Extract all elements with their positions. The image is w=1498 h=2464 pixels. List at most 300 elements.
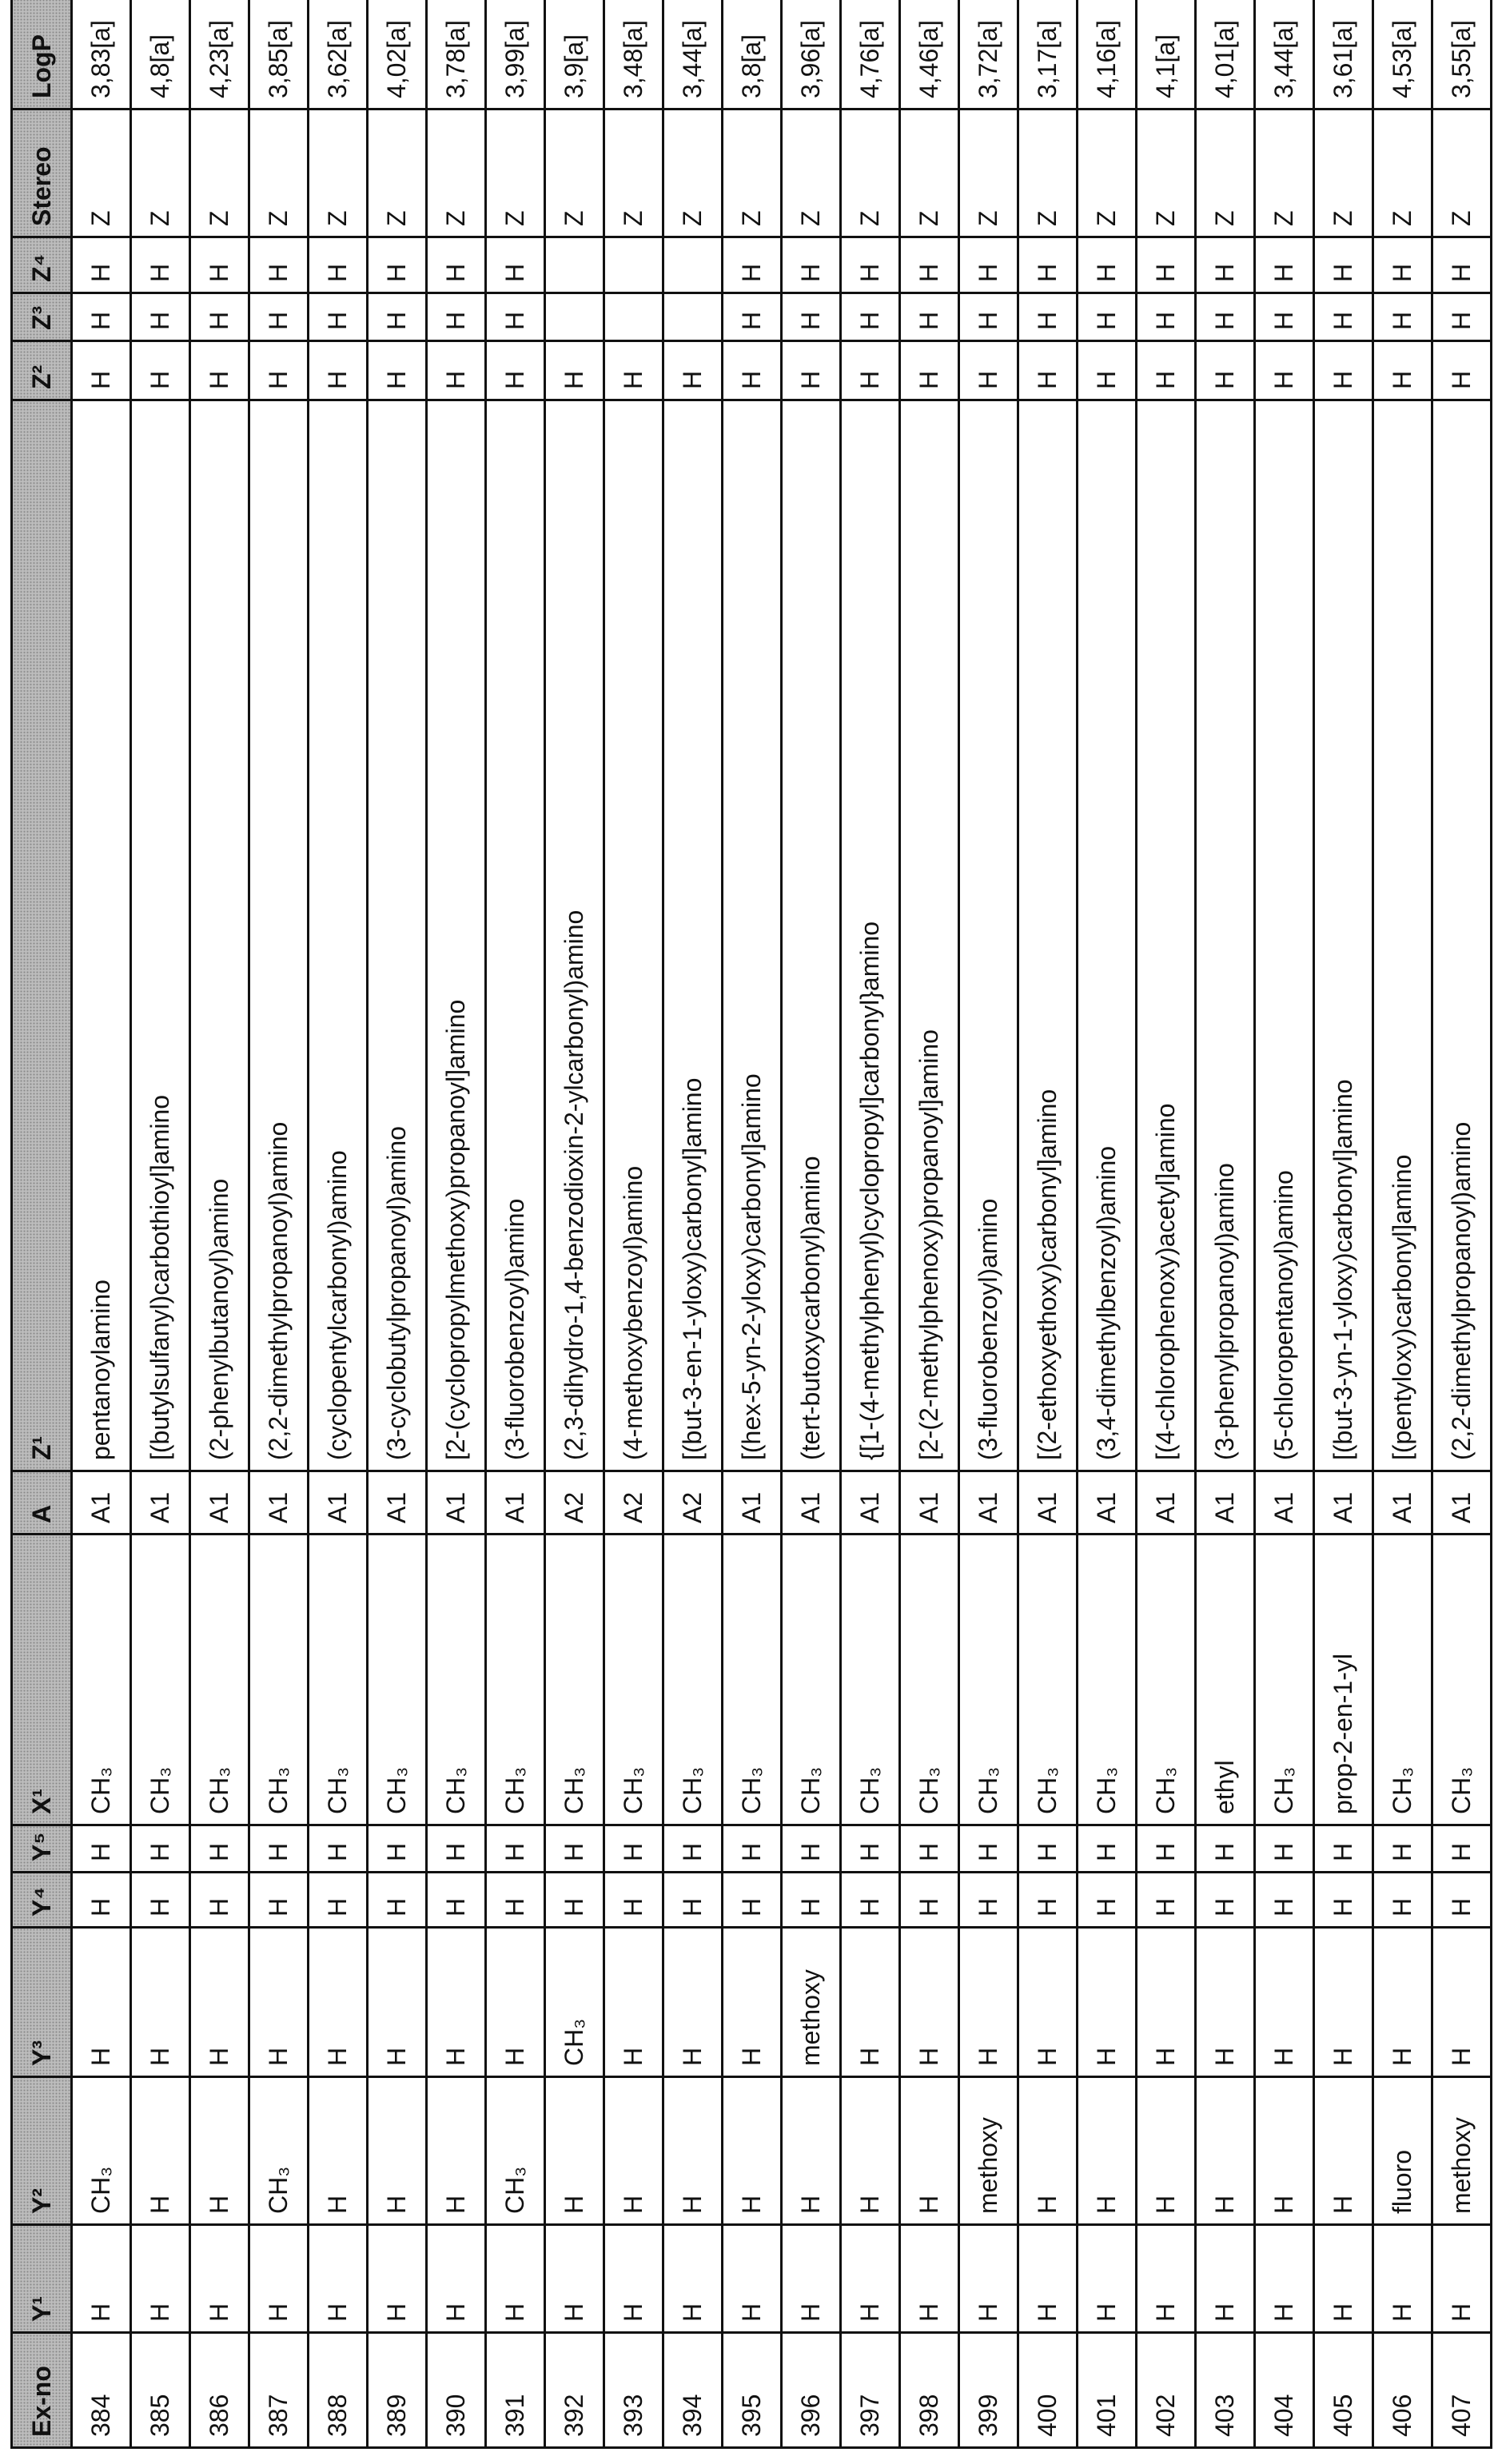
cell-y5: H [663,1825,723,1873]
cell-y5: H [723,1825,782,1873]
cell-x1: CH₃ [959,1535,1018,1825]
table-row [841,0,900,2448]
cell-logp: 3,48[a] [604,0,663,109]
cell-y5: H [900,1825,959,1873]
cell-y3: H [1018,1928,1078,2077]
cell-y1: H [1018,2225,1078,2333]
cell-ex-no: 402 [1137,2333,1196,2448]
cell-z3: H [190,293,249,341]
table-row [309,0,368,2448]
cell-y5: H [427,1825,486,1873]
cell-y5: H [1314,1825,1373,1873]
cell-z4: H [368,237,427,293]
cell-y3: H [1314,1928,1373,2077]
cell-y3: H [1255,1928,1314,2077]
cell-logp: 3,8[a] [723,0,782,109]
cell-logp: 4,8[a] [131,0,190,109]
cell-y3: H [723,1928,782,2077]
cell-y2: H [427,2077,486,2225]
cell-y5: H [190,1825,249,1873]
cell-ex-no: 389 [368,2333,427,2448]
cell-logp: 4,46[a] [900,0,959,109]
cell-a: A2 [545,1471,604,1535]
cell-z4: H [723,237,782,293]
cell-y5: H [1018,1825,1078,1873]
cell-y4: H [604,1873,663,1928]
cell-z4: H [1255,237,1314,293]
cell-z3: H [959,293,1018,341]
cell-x1: prop-2-en-1-yl [1314,1535,1373,1825]
cell-y1: H [1078,2225,1137,2333]
cell-a: A1 [1078,1471,1137,1535]
cell-y3: H [72,1928,131,2077]
cell-stereo: Z [190,109,249,237]
cell-stereo: Z [841,109,900,237]
cell-ex-no: 388 [309,2333,368,2448]
cell-y5: H [1432,1825,1492,1873]
cell-y3: H [604,1928,663,2077]
cell-ex-no: 392 [545,2333,604,2448]
cell-y3: H [1137,1928,1196,2077]
cell-logp: 3,44[a] [1255,0,1314,109]
cell-y4: H [131,1873,190,1928]
cell-y4: H [959,1873,1018,1928]
cell-z1: [(hex-5-yn-2-yloxy)carbonyl]amino [723,400,782,1471]
cell-z3: H [1137,293,1196,341]
cell-y4: H [1255,1873,1314,1928]
cell-x1: CH₃ [1137,1535,1196,1825]
cell-logp: 3,61[a] [1314,0,1373,109]
cell-a: A1 [309,1471,368,1535]
column-header-z3: Z³ [12,293,72,341]
cell-y4: H [900,1873,959,1928]
cell-z3: H [131,293,190,341]
cell-y3: H [427,1928,486,2077]
cell-x1: CH₃ [782,1535,841,1825]
cell-y1: H [959,2225,1018,2333]
cell-z4: H [959,237,1018,293]
cell-z1: (2-phenylbutanoyl)amino [190,400,249,1471]
cell-a: A1 [368,1471,427,1535]
cell-a: A1 [427,1471,486,1535]
cell-z2: H [782,341,841,400]
cell-x1: CH₃ [604,1535,663,1825]
cell-x1: CH₃ [131,1535,190,1825]
cell-y3: H [841,1928,900,2077]
cell-x1: CH₃ [249,1535,309,1825]
cell-ex-no: 393 [604,2333,663,2448]
cell-a: A1 [782,1471,841,1535]
cell-y2: H [1137,2077,1196,2225]
cell-y1: H [900,2225,959,2333]
cell-z2: H [1137,341,1196,400]
cell-y5: H [309,1825,368,1873]
table-row [782,0,841,2448]
cell-x1: CH₃ [1018,1535,1078,1825]
cell-y4: H [427,1873,486,1928]
cell-z1: (3-phenylpropanoyl)amino [1196,400,1255,1471]
cell-a: A1 [190,1471,249,1535]
cell-stereo: Z [309,109,368,237]
cell-y2: H [131,2077,190,2225]
cell-a: A2 [663,1471,723,1535]
cell-x1: CH₃ [309,1535,368,1825]
table-row [900,0,959,2448]
cell-y3: H [1373,1928,1432,2077]
cell-z4 [545,237,604,293]
cell-y1: H [841,2225,900,2333]
cell-y5: H [486,1825,545,1873]
cell-x1: CH₃ [1255,1535,1314,1825]
cell-ex-no: 387 [249,2333,309,2448]
cell-ex-no: 384 [72,2333,131,2448]
cell-y1: H [368,2225,427,2333]
cell-y2: H [782,2077,841,2225]
cell-z2: H [900,341,959,400]
cell-y2: H [368,2077,427,2225]
cell-y5: H [604,1825,663,1873]
cell-y2: methoxy [1432,2077,1492,2225]
table-row [959,0,1018,2448]
cell-x1: CH₃ [841,1535,900,1825]
cell-z2: H [604,341,663,400]
cell-logp: 3,17[a] [1018,0,1078,109]
cell-z3: H [723,293,782,341]
cell-y3: H [959,1928,1018,2077]
cell-stereo: Z [1018,109,1078,237]
cell-a: A1 [1137,1471,1196,1535]
cell-y5: H [249,1825,309,1873]
cell-stereo: Z [1373,109,1432,237]
cell-logp: 3,78[a] [427,0,486,109]
cell-y2: H [723,2077,782,2225]
cell-stereo: Z [545,109,604,237]
cell-z2: H [1078,341,1137,400]
cell-y1: H [486,2225,545,2333]
cell-a: A1 [486,1471,545,1535]
cell-logp: 4,76[a] [841,0,900,109]
cell-y1: H [309,2225,368,2333]
cell-z3 [604,293,663,341]
cell-ex-no: 406 [1373,2333,1432,2448]
cell-logp: 4,53[a] [1373,0,1432,109]
cell-stereo: Z [604,109,663,237]
cell-logp: 3,85[a] [249,0,309,109]
cell-logp: 3,83[a] [72,0,131,109]
cell-y3: H [309,1928,368,2077]
cell-logp: 4,23[a] [190,0,249,109]
cell-z4: H [1373,237,1432,293]
cell-logp: 3,9[a] [545,0,604,109]
cell-z4: H [1432,237,1492,293]
cell-stereo: Z [131,109,190,237]
cell-z2: H [190,341,249,400]
cell-z1: [(pentyloxy)carbonyl]amino [1373,400,1432,1471]
table-row [1432,0,1492,2448]
cell-z2: H [1314,341,1373,400]
cell-y1: H [1432,2225,1492,2333]
cell-y5: H [1137,1825,1196,1873]
cell-a: A1 [841,1471,900,1535]
cell-z2: H [486,341,545,400]
cell-y1: H [131,2225,190,2333]
cell-x1: CH₃ [427,1535,486,1825]
cell-y4: H [1432,1873,1492,1928]
cell-y1: H [1314,2225,1373,2333]
cell-y1: H [663,2225,723,2333]
cell-z3: H [1432,293,1492,341]
cell-stereo: Z [486,109,545,237]
cell-z3 [663,293,723,341]
cell-y1: H [1137,2225,1196,2333]
cell-y4: H [1314,1873,1373,1928]
cell-z1: (2,3-dihydro-1,4-benzodioxin-2-ylcarbonyl)amino [545,400,604,1471]
cell-y2: methoxy [959,2077,1018,2225]
cell-z1: (3-cyclobutylpropanoyl)amino [368,400,427,1471]
cell-z4: H [841,237,900,293]
cell-z3: H [427,293,486,341]
column-header-y5: Y⁵ [12,1825,72,1873]
cell-z3: H [1373,293,1432,341]
cell-y1: H [723,2225,782,2333]
cell-logp: 3,55[a] [1432,0,1492,109]
cell-z4: H [1018,237,1078,293]
cell-y5: H [1255,1825,1314,1873]
cell-z3: H [1078,293,1137,341]
cell-y4: H [249,1873,309,1928]
cell-stereo: Z [959,109,1018,237]
cell-y4: H [486,1873,545,1928]
cell-y3: H [663,1928,723,2077]
table-row [1373,0,1432,2448]
rotated-table-page [10,0,1498,2449]
cell-z3: H [782,293,841,341]
cell-logp: 4,1[a] [1137,0,1196,109]
cell-logp: 3,44[a] [663,0,723,109]
cell-ex-no: 394 [663,2333,723,2448]
cell-z3: H [1255,293,1314,341]
cell-z2: H [131,341,190,400]
cell-z4: H [131,237,190,293]
cell-ex-no: 398 [900,2333,959,2448]
cell-ex-no: 399 [959,2333,1018,2448]
cell-y3: H [900,1928,959,2077]
cell-a: A2 [604,1471,663,1535]
cell-ex-no: 386 [190,2333,249,2448]
cell-y2: H [1078,2077,1137,2225]
cell-y5: H [1196,1825,1255,1873]
cell-z1: [(but-3-yn-1-yloxy)carbonyl]amino [1314,400,1373,1471]
cell-a: A1 [249,1471,309,1535]
cell-y1: H [782,2225,841,2333]
cell-y1: H [72,2225,131,2333]
cell-a: A1 [1314,1471,1373,1535]
cell-y4: H [545,1873,604,1928]
cell-z1: (5-chloropentanoyl)amino [1255,400,1314,1471]
cell-y5: H [1373,1825,1432,1873]
cell-y1: H [545,2225,604,2333]
cell-y2: H [190,2077,249,2225]
cell-z1: [(butylsulfanyl)carbothioyl]amino [131,400,190,1471]
cell-z3: H [900,293,959,341]
cell-y2: CH₃ [486,2077,545,2225]
cell-a: A1 [959,1471,1018,1535]
cell-y1: H [427,2225,486,2333]
cell-ex-no: 401 [1078,2333,1137,2448]
table-row [486,0,545,2448]
cell-y2: H [1196,2077,1255,2225]
cell-ex-no: 405 [1314,2333,1373,2448]
column-header-z4: Z⁴ [12,237,72,293]
cell-x1: CH₃ [1078,1535,1137,1825]
cell-ex-no: 396 [782,2333,841,2448]
cell-stereo: Z [427,109,486,237]
cell-y1: H [1373,2225,1432,2333]
cell-z4: H [1137,237,1196,293]
cell-y5: H [1078,1825,1137,1873]
cell-y4: H [1078,1873,1137,1928]
cell-y2: H [900,2077,959,2225]
cell-ex-no: 407 [1432,2333,1492,2448]
cell-y2: H [663,2077,723,2225]
cell-z3: H [1196,293,1255,341]
cell-z4 [604,237,663,293]
table-row [1314,0,1373,2448]
cell-z1: (3-fluorobenzoyl)amino [959,400,1018,1471]
cell-z3: H [486,293,545,341]
cell-y4: H [1018,1873,1078,1928]
cell-z4: H [72,237,131,293]
cell-ex-no: 397 [841,2333,900,2448]
cell-y4: H [1137,1873,1196,1928]
cell-y1: H [249,2225,309,2333]
column-header-a: A [12,1471,72,1535]
cell-y4: H [1196,1873,1255,1928]
column-header-ex-no: Ex-no [12,2333,72,2448]
table-row [1255,0,1314,2448]
cell-stereo: Z [1255,109,1314,237]
cell-y2: CH₃ [249,2077,309,2225]
cell-y4: H [1373,1873,1432,1928]
cell-z3: H [309,293,368,341]
cell-stereo: Z [1196,109,1255,237]
table-row [1196,0,1255,2448]
cell-z2: H [723,341,782,400]
cell-y1: H [1196,2225,1255,2333]
cell-x1: CH₃ [486,1535,545,1825]
cell-z2: H [1018,341,1078,400]
cell-stereo: Z [1314,109,1373,237]
cell-z1: [(2-ethoxyethoxy)carbonyl]amino [1018,400,1078,1471]
cell-stereo: Z [1432,109,1492,237]
cell-z3 [545,293,604,341]
cell-y1: H [190,2225,249,2333]
cell-y2: H [841,2077,900,2225]
cell-a: A1 [1255,1471,1314,1535]
compound-table [10,0,1492,2449]
cell-y3: H [249,1928,309,2077]
cell-logp: 3,62[a] [309,0,368,109]
cell-y3: H [368,1928,427,2077]
cell-y3: H [1196,1928,1255,2077]
cell-logp: 3,72[a] [959,0,1018,109]
cell-z1: (3,4-dimethylbenzoyl)amino [1078,400,1137,1471]
column-header-logp: LogP [12,0,72,109]
column-header-z1: Z¹ [12,400,72,1471]
cell-logp: 3,99[a] [486,0,545,109]
cell-stereo: Z [663,109,723,237]
cell-a: A1 [900,1471,959,1535]
cell-z4: H [782,237,841,293]
cell-x1: CH₃ [723,1535,782,1825]
cell-ex-no: 391 [486,2333,545,2448]
cell-y4: H [723,1873,782,1928]
cell-z4: H [900,237,959,293]
cell-y5: H [782,1825,841,1873]
table-row [604,0,663,2448]
cell-a: A1 [1373,1471,1432,1535]
table-row [72,0,131,2448]
table-row [190,0,249,2448]
cell-z1: [(but-3-en-1-yloxy)carbonyl]amino [663,400,723,1471]
column-header-y3: Y³ [12,1928,72,2077]
cell-z1: pentanoylamino [72,400,131,1471]
cell-x1: CH₃ [663,1535,723,1825]
cell-x1: CH₃ [1373,1535,1432,1825]
cell-z1: (2,2-dimethylpropanoyl)amino [1432,400,1492,1471]
cell-y3: methoxy [782,1928,841,2077]
cell-a: A1 [723,1471,782,1535]
cell-a: A1 [1196,1471,1255,1535]
cell-z3: H [249,293,309,341]
cell-y2: H [545,2077,604,2225]
cell-x1: CH₃ [190,1535,249,1825]
cell-z4: H [1314,237,1373,293]
cell-x1: CH₃ [1432,1535,1492,1825]
cell-z2: H [841,341,900,400]
cell-z2: H [1196,341,1255,400]
cell-x1: CH₃ [545,1535,604,1825]
cell-y2: fluoro [1373,2077,1432,2225]
cell-stereo: Z [723,109,782,237]
table-row [1137,0,1196,2448]
cell-y3: H [486,1928,545,2077]
cell-z2: H [427,341,486,400]
cell-z4: H [427,237,486,293]
cell-stereo: Z [72,109,131,237]
cell-z2: H [545,341,604,400]
cell-z2: H [1255,341,1314,400]
cell-z3: H [841,293,900,341]
cell-stereo: Z [782,109,841,237]
cell-ex-no: 400 [1018,2333,1078,2448]
cell-y2: H [1314,2077,1373,2225]
cell-y3: H [190,1928,249,2077]
cell-a: A1 [72,1471,131,1535]
table-row [1018,0,1078,2448]
cell-z3: H [1018,293,1078,341]
column-header-z2: Z² [12,341,72,400]
cell-y4: H [309,1873,368,1928]
cell-x1: CH₃ [368,1535,427,1825]
cell-y4: H [663,1873,723,1928]
cell-z1: [2-(2-methylphenoxy)propanoyl]amino [900,400,959,1471]
cell-z3: H [72,293,131,341]
cell-ex-no: 395 [723,2333,782,2448]
cell-y3: H [131,1928,190,2077]
table-row [249,0,309,2448]
cell-x1: CH₃ [900,1535,959,1825]
